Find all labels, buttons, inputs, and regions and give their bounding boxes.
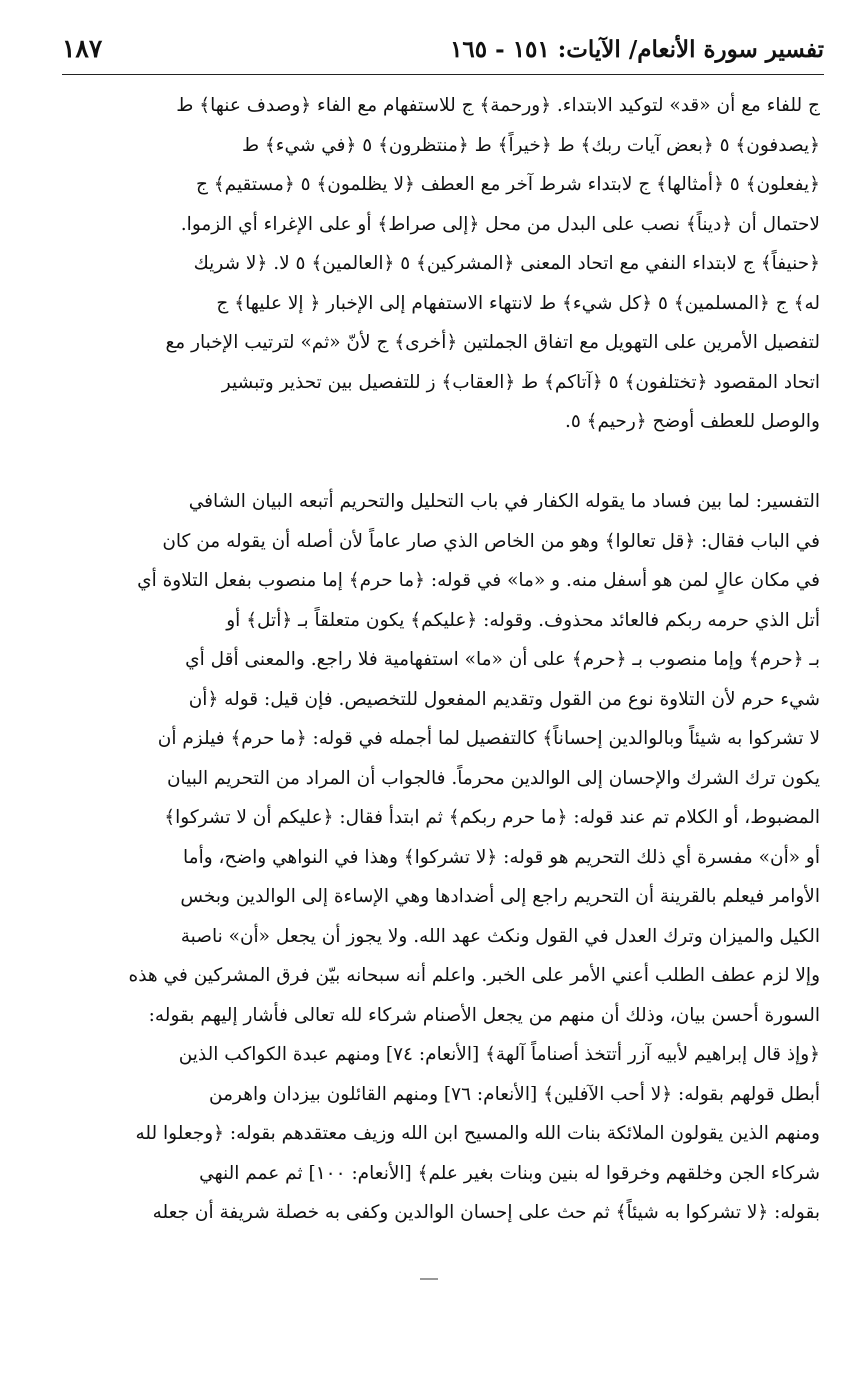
text-line: في مكان عالٍ لمن هو أسفل منه. و «ما» في قوله: ﴿ما حرم﴾ إما منصوب بفعل التلاوة أي — [137, 570, 820, 591]
footer-mark — [420, 1278, 438, 1280]
text-line: يكون ترك الشرك والإحسان إلى الوالدين محرماً. فالجواب أن المراد من التحريم البيان — [166, 767, 820, 789]
text-line: ﴿حنيفاً﴾ ج لابتداء النفي مع اتحاد المعنى ﴿المشركين﴾ ٥ ﴿العالمين﴾ ٥ لا. ﴿لا شريك — [193, 253, 820, 274]
text-line: وإلا لزم عطف الطلب أعني الأمر على الخبر. واعلم أنه سبحانه بيّن فرق المشركين في هذه — [128, 965, 820, 986]
text-line: ﴿يفعلون﴾ ٥ ﴿أمثالها﴾ ج لابتداء شرط آخر مع العطف ﴿لا يظلمون﴾ ٥ ﴿مستقيم﴾ ج — [195, 174, 820, 195]
text-line: السورة أحسن بيان، وذلك أن منهم من يجعل الأصنام شركاء لله تعالى فأشار إليهم بقوله: — [148, 1004, 820, 1026]
text-line: التفسير: لما بين فساد ما يقوله الكفار في باب التحليل والتحريم أتبعه البيان الشافي — [188, 491, 820, 512]
text-line: شيء حرم لأن التلاوة نوع من القول وتقديم المفعول للتخصيص. فإن قيل: قوله ﴿أن — [188, 688, 820, 710]
text-line: ﴿يصدفون﴾ ٥ ﴿بعض آيات ربك﴾ ط ﴿خيراً﴾ ط ﴿منتظرون﴾ ٥ ﴿في شيء﴾ ط — [241, 134, 820, 156]
text-line: لتفصيل الأمرين على التهويل مع اتفاق الجملتين ﴿أخرى﴾ ج لأنّ «ثم» لترتيب الإخبار مع — [165, 332, 820, 353]
running-header — [62, 34, 824, 75]
running-title: تفسير سورة الأنعام/ الآيات: ١٥١ - ١٦٥ — [450, 36, 824, 63]
text-line: والوصل للعطف أوضح ﴿رحيم﴾ ٥. — [564, 411, 820, 432]
text-line: بقوله: ﴿لا تشركوا به شيئاً﴾ ثم حث على إحسان الوالدين وكفى به خصلة شريفة أن جعله — [152, 1202, 820, 1223]
text-line: ومنهم الذين يقولون الملائكة بنات الله والمسيح ابن الله وزيف معتقدهم بقوله: ﴿وجعلوا لله — [135, 1123, 820, 1144]
text-line: أو «أن» مفسرة أي ذلك التحريم هو قوله: ﴿لا تشركوا﴾ وهذا في النواهي واضح، وأما — [183, 846, 820, 868]
page-number: ١٨٧ — [62, 34, 103, 63]
text-line: الكيل والميزان وترك العدل في القول ونكث عهد الله. ولا يجوز أن يجعل «أن» ناصبة — [180, 925, 820, 947]
text-line: بـ ﴿حرم﴾ وإما منصوب بـ ﴿حرم﴾ على أن «ما» استفهامية فلا راجع. والمعنى أقل أي — [185, 649, 820, 670]
text-line: في الباب فقال: ﴿قل تعالوا﴾ وهو من الخاص الذي صار عاماً لأن أصله أن يقوله من كان — [162, 530, 820, 552]
text-line: اتحاد المقصود ﴿تختلفون﴾ ٥ ﴿آتاكم﴾ ط ﴿العقاب﴾ ز للتفصيل بين تحذير وتبشير — [221, 371, 820, 393]
waqf-notes-section — [58, 86, 820, 442]
text-line: ج للفاء مع أن «قد» لتوكيد الابتداء. ﴿ورحمة﴾ ج للاستفهام مع الفاء ﴿وصدف عنها﴾ ط — [176, 95, 820, 116]
text-line: أتل الذي حرمه ربكم فالعائد محذوف. وقوله: ﴿عليكم﴾ يكون متعلقاً بـ ﴿أتل﴾ أو — [226, 609, 820, 631]
text-line: لاحتمال أن ﴿ديناً﴾ نصب على البدل من محل ﴿إلى صراط﴾ أو على الإغراء أي الزموا. — [180, 213, 820, 235]
text-line: لا تشركوا به شيئاً وبالوالدين إحساناً﴾ كالتفصيل لما أجمله في قوله: ﴿ما حرم﴾ فيلزم أن — [157, 728, 820, 749]
text-line: الأوامر فيعلم بالقرينة أن التحريم راجع إلى أضدادها وهي الإساءة إلى الوالدين وبخس — [180, 886, 820, 907]
text-line: أبطل قولهم بقوله: ﴿لا أحب الآفلين﴾ [الأنعام: ٧٦] ومنهم القائلون بيزدان واهرمن — [209, 1083, 820, 1105]
text-line: المضبوط، أو الكلام تم عند قوله: ﴿ما حرم ربكم﴾ ثم ابتدأ فقال: ﴿عليكم أن لا تشركوا﴾ — [164, 807, 820, 828]
text-line: شركاء الجن وخلقهم وخرقوا له بنين وبنات بغير علم﴾ [الأنعام: ١٠٠] ثم عمم النهي — [199, 1162, 820, 1184]
text-line: له﴾ ج ﴿المسلمين﴾ ٥ ﴿كل شيء﴾ ط لانتهاء الاستفهام إلى الإخبار ﴿ إلا عليها﴾ ج — [216, 292, 820, 314]
text-line: ﴿وإذ قال إبراهيم لأبيه آزر أتتخذ أصناماً آلهة﴾ [الأنعام: ٧٤] ومنهم عبدة الكواكب الذين — [178, 1044, 820, 1065]
tafsir-section — [58, 482, 820, 1233]
